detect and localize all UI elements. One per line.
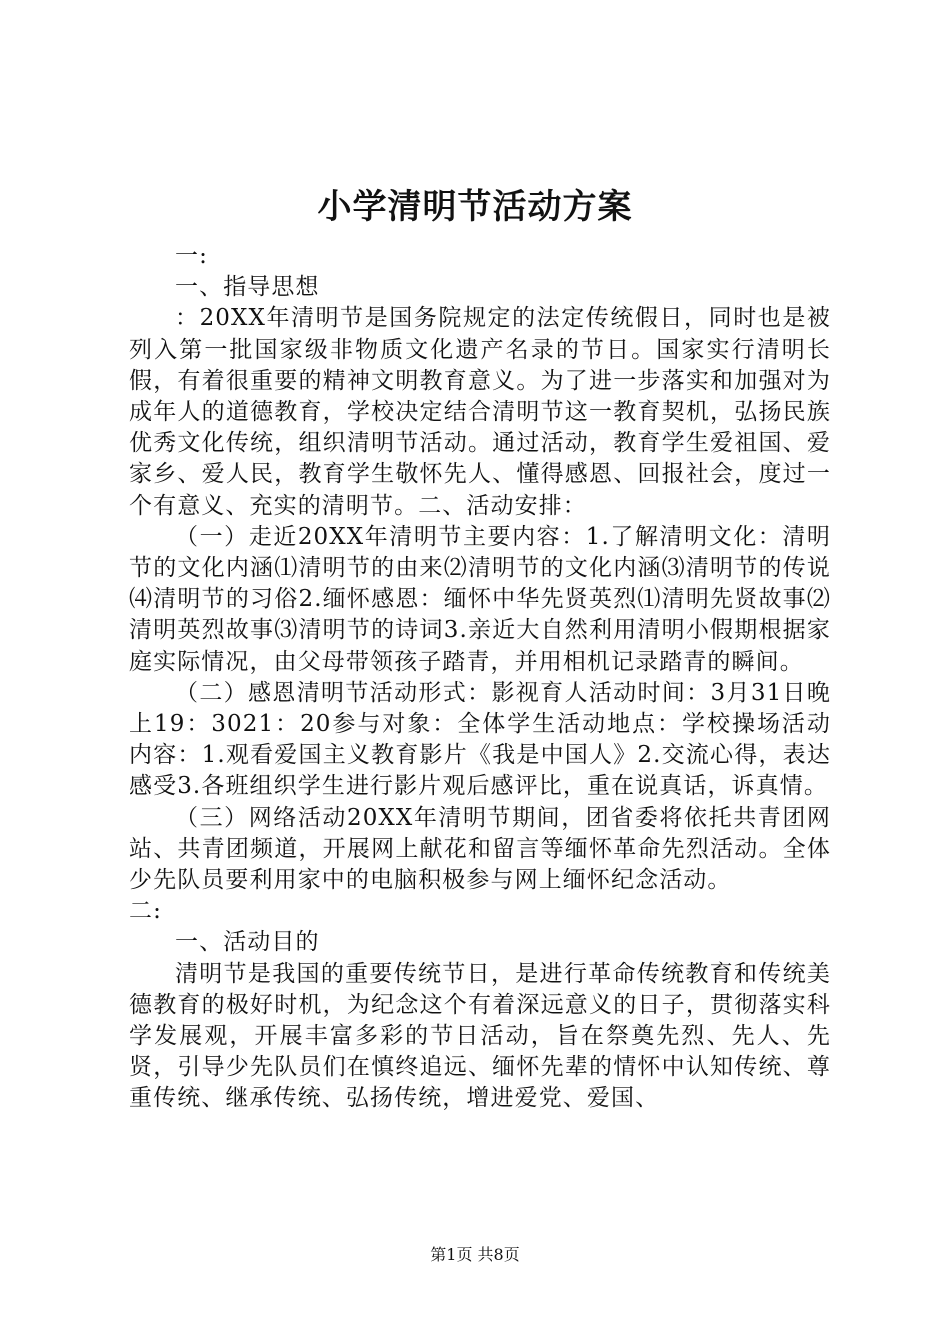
section-heading: 二: bbox=[129, 898, 162, 925]
paragraph: （三）网络活动20XX年清明节期间，团省委将依托共青团网站、共青团频道，开展网上献花和留言等缅怀革命先烈活动。全体少先队员要利用家中的电脑积极参与网上缅怀纪念活动。 bbox=[129, 804, 831, 894]
document-body bbox=[129, 241, 831, 1115]
page-number: 第1页 共8页 bbox=[430, 1245, 520, 1264]
paragraph: （一）走近20XX年清明节主要内容：1.了解清明文化：清明节的文化内涵⑴清明节的由来⑵清明节的文化内涵⑶清明节的传说⑷清明节的习俗2.缅怀感恩：缅怀中华先贤英烈⑴清明先贤故事⑵清明英烈故事⑶清明节的诗词3.亲近大自然利用清明小假期根据家庭实际情况，由父母带领孩子踏青，并用相机记录踏青的瞬间。 bbox=[129, 523, 831, 675]
subsection-heading: 一、活动目的 bbox=[175, 929, 320, 956]
subsection-heading: 一、指导思想 bbox=[175, 274, 320, 301]
section-heading: 一: bbox=[175, 243, 208, 269]
paragraph: 清明节是我国的重要传统节日，是进行革命传统教育和传统美德教育的极好时机，为纪念这个有着深远意义的日子，贯彻落实科学发展观，开展丰富多彩的节日活动，旨在祭奠先烈、先人、先贤，引导少先队员们在慎终追远、缅怀先辈的情怀中认知传统、尊重传统、继承传统、弘扬传统，增进爱党、爱国、 bbox=[129, 960, 831, 1112]
paragraph: （二）感恩清明节活动形式：影视育人活动时间：3月31日晚上19：3021：20参与对象：全体学生活动地点：学校操场活动内容：1.观看爱国主义教育影片《我是中国人》2.交流心得，表达感受3.各班组织学生进行影片观后感评比，重在说真话，诉真情。 bbox=[129, 679, 831, 800]
document-title: 小学清明节活动方案 bbox=[317, 187, 633, 227]
paragraph: ：20XX年清明节是国务院规定的法定传统假日，同时也是被列入第一批国家级非物质文化遗产名录的节日。国家实行清明长假，有着很重要的精神文明教育意义。为了进一步落实和加强对为成年人的道德教育，学校决定结合清明节这一教育契机，弘扬民族优秀文化传统，组织清明节活动。通过活动，教育学生爱祖国、爱家乡、爱人民，教育学生敬怀先人、懂得感恩、回报社会，度过一个有意义、充实的清明节。二、活动安排： bbox=[129, 305, 831, 519]
